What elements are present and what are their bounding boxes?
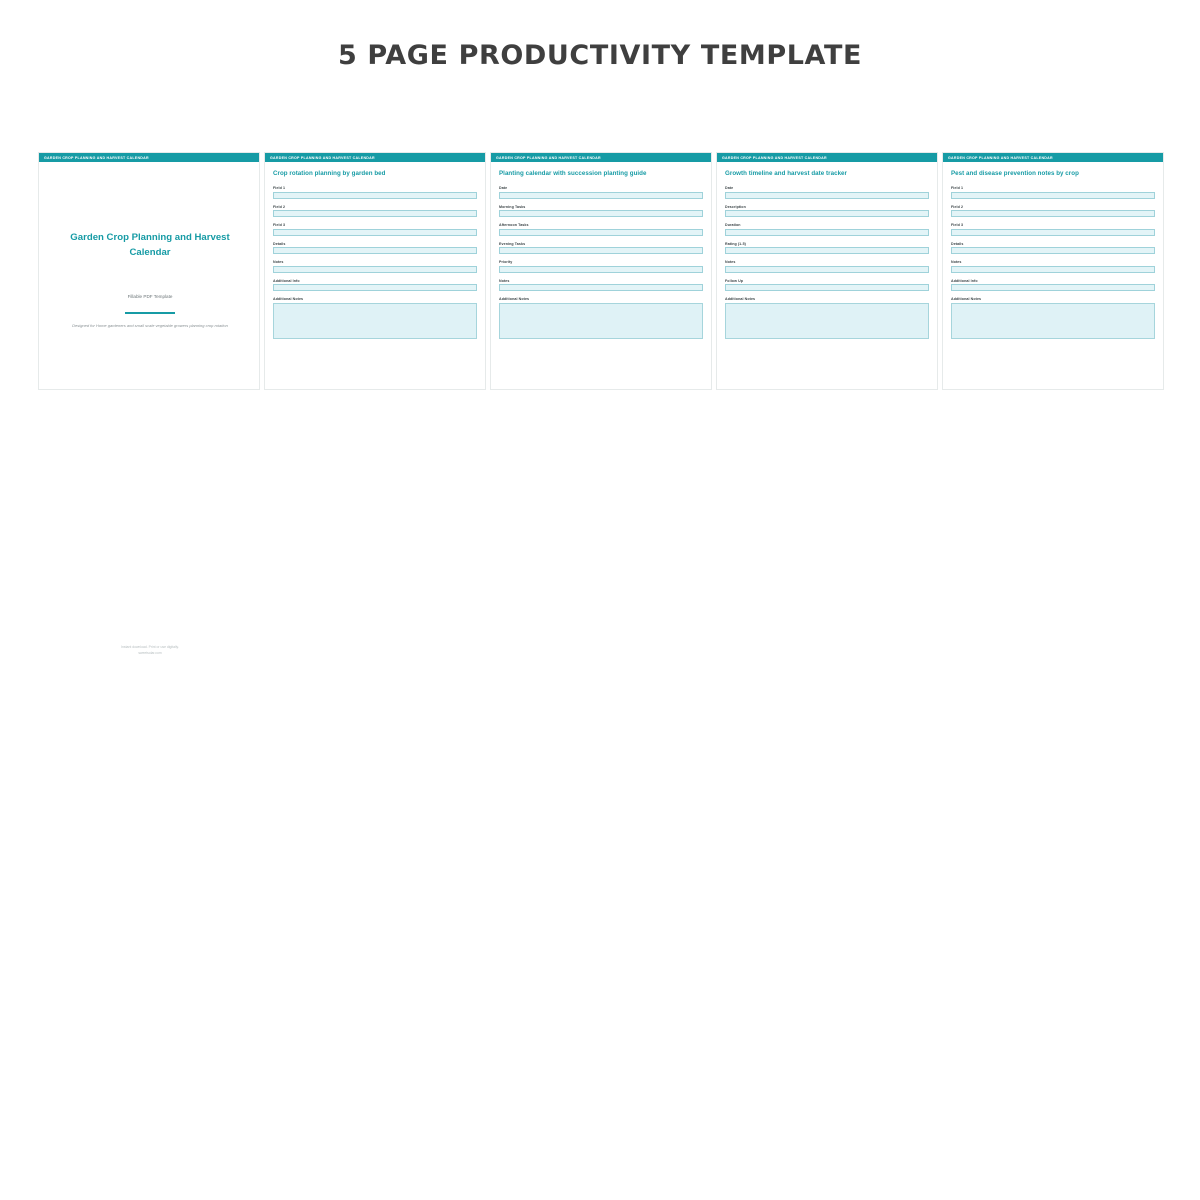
field-input[interactable] xyxy=(951,192,1155,199)
notes-textarea[interactable] xyxy=(951,303,1155,339)
template-page-3[interactable] xyxy=(716,152,938,390)
field-input[interactable] xyxy=(725,284,929,291)
field-label: Additional Info xyxy=(951,278,978,283)
page-body xyxy=(491,162,711,339)
form-field xyxy=(951,186,1155,199)
field-label: Field 3 xyxy=(273,223,286,227)
form-field xyxy=(273,260,477,273)
field-input[interactable] xyxy=(499,247,703,254)
field-label: Details xyxy=(951,241,964,246)
cover-header-bar xyxy=(39,153,259,162)
field-label: Description xyxy=(725,204,746,209)
field-input[interactable] xyxy=(725,229,929,236)
notes-textarea[interactable] xyxy=(725,303,929,339)
form-field xyxy=(951,260,1155,273)
field-label: Priority xyxy=(499,260,513,264)
field-input[interactable] xyxy=(725,192,929,199)
form-field xyxy=(273,242,477,255)
template-page-2[interactable] xyxy=(490,152,712,390)
field-label: Rating (1-5) xyxy=(725,241,746,246)
field-input[interactable] xyxy=(499,192,703,199)
page-header-label: GARDEN CROP PLANNING AND HARVEST CALENDAR xyxy=(270,155,375,160)
field-input[interactable] xyxy=(273,192,477,199)
form-field xyxy=(499,223,703,236)
field-label: Follow Up xyxy=(725,278,744,283)
page-subtitle: Pest and disease prevention notes by crop xyxy=(951,170,1079,177)
field-label: Field 3 xyxy=(951,223,964,227)
page-header-bar xyxy=(943,153,1163,162)
field-input[interactable] xyxy=(499,266,703,273)
form-field xyxy=(725,279,929,292)
notes-textarea[interactable] xyxy=(499,303,703,339)
cover-footer xyxy=(39,645,261,657)
field-label: Notes xyxy=(951,260,962,264)
field-label: Notes xyxy=(499,278,510,283)
cover-footer-line-1: Instant download. Print or use digitally. xyxy=(121,645,179,650)
form-field xyxy=(725,260,929,273)
cover-header-label: GARDEN CROP PLANNING AND HARVEST CALENDAR xyxy=(44,155,149,160)
form-field xyxy=(273,223,477,236)
template-page-1[interactable] xyxy=(264,152,486,390)
field-input[interactable] xyxy=(725,210,929,217)
cover-subtitle: Fillable PDF Template xyxy=(127,294,173,299)
field-input[interactable] xyxy=(951,247,1155,254)
field-input[interactable] xyxy=(951,284,1155,291)
field-label: Evening Tasks xyxy=(499,241,526,246)
page-header-label: GARDEN CROP PLANNING AND HARVEST CALENDAR xyxy=(722,155,827,160)
field-input[interactable] xyxy=(951,210,1155,217)
form-field xyxy=(951,223,1155,236)
form-field xyxy=(499,205,703,218)
cover-title: Garden Crop Planning and Harvest Calendar xyxy=(70,232,230,258)
form-field-notes xyxy=(951,297,1155,339)
field-label: Additional Info xyxy=(273,278,300,283)
cover-divider xyxy=(125,312,175,314)
field-label: Notes xyxy=(725,260,736,264)
form-field xyxy=(499,186,703,199)
field-input[interactable] xyxy=(951,229,1155,236)
form-field-notes xyxy=(273,297,477,339)
form-field-notes xyxy=(725,297,929,339)
field-input[interactable] xyxy=(273,247,477,254)
form-field xyxy=(273,279,477,292)
field-label: Additional Notes xyxy=(273,297,304,301)
field-input[interactable] xyxy=(725,247,929,254)
field-label: Field 2 xyxy=(951,204,964,209)
form-field xyxy=(951,242,1155,255)
field-input[interactable] xyxy=(273,229,477,236)
field-input[interactable] xyxy=(499,284,703,291)
template-page-4[interactable] xyxy=(942,152,1164,390)
field-input[interactable] xyxy=(499,229,703,236)
field-input[interactable] xyxy=(273,210,477,217)
field-input[interactable] xyxy=(725,266,929,273)
form-field xyxy=(273,205,477,218)
field-label: Notes xyxy=(273,260,284,264)
form-field xyxy=(499,260,703,273)
form-field xyxy=(499,279,703,292)
field-label: Afternoon Tasks xyxy=(499,223,529,227)
form-field xyxy=(725,242,929,255)
page-header-bar xyxy=(265,153,485,162)
form-field xyxy=(725,205,929,218)
page-title: 5 PAGE PRODUCTIVITY TEMPLATE xyxy=(337,40,863,71)
field-label: Additional Notes xyxy=(725,297,756,301)
field-label: Field 1 xyxy=(273,186,286,190)
page-subtitle: Planting calendar with succession planting guide xyxy=(499,170,647,177)
field-label: Additional Notes xyxy=(951,297,982,301)
page-body xyxy=(943,162,1163,339)
field-input[interactable] xyxy=(273,284,477,291)
page-header-label: GARDEN CROP PLANNING AND HARVEST CALENDAR xyxy=(496,155,601,160)
field-label: Date xyxy=(725,186,734,190)
page-header-bar xyxy=(717,153,937,162)
template-cover-sheet[interactable] xyxy=(38,152,260,656)
field-input[interactable] xyxy=(951,266,1155,273)
field-label: Field 1 xyxy=(951,186,964,190)
form-field xyxy=(273,186,477,199)
form-field-notes xyxy=(499,297,703,339)
page-body xyxy=(717,162,937,339)
form-field xyxy=(499,242,703,255)
form-field xyxy=(725,223,929,236)
page-header-label: GARDEN CROP PLANNING AND HARVEST CALENDAR xyxy=(948,155,1053,160)
field-label: Duration xyxy=(725,223,741,227)
field-label: Date xyxy=(499,186,508,190)
cover-description: Designed for Home gardeners and small scale vegetable growers planning crop rotation xyxy=(72,323,228,328)
form-field xyxy=(951,205,1155,218)
field-label: Additional Notes xyxy=(499,297,530,301)
field-input[interactable] xyxy=(273,266,477,273)
form-field xyxy=(725,186,929,199)
page-subtitle: Growth timeline and harvest date tracker xyxy=(725,170,848,177)
template-sheets-row xyxy=(38,152,1164,656)
cover-footer-line-2: sweetsolar.com xyxy=(138,651,162,656)
field-label: Details xyxy=(273,241,286,246)
field-input[interactable] xyxy=(499,210,703,217)
page-header-bar xyxy=(491,153,711,162)
field-label: Field 2 xyxy=(273,204,286,209)
form-field xyxy=(951,279,1155,292)
page-subtitle: Crop rotation planning by garden bed xyxy=(273,170,386,177)
field-label: Morning Tasks xyxy=(499,204,526,209)
notes-textarea[interactable] xyxy=(273,303,477,339)
page-body xyxy=(265,162,485,339)
